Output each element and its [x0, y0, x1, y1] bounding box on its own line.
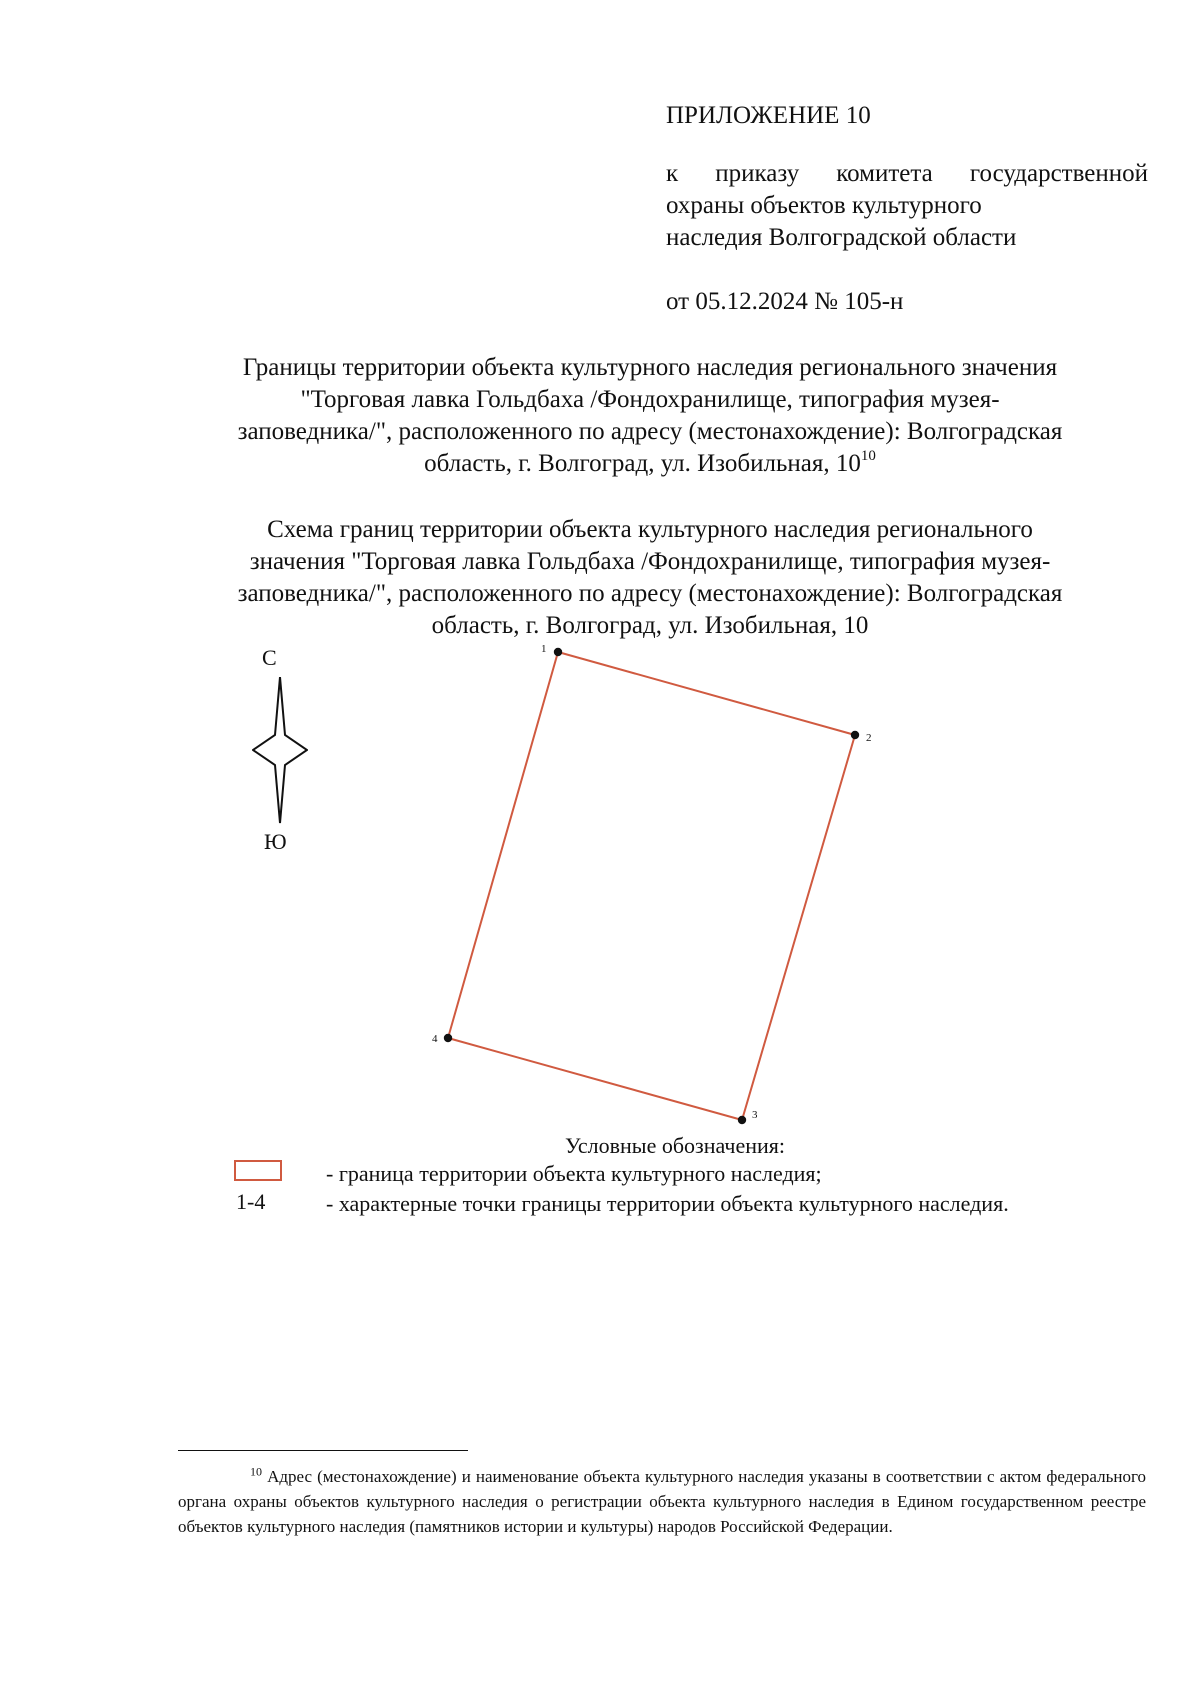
order-date: от 05.12.2024 № 105-н — [666, 288, 904, 315]
scheme-title-line-2: значения "Торговая лавка Гольдбаха /Фондохранилище, типография музея- — [249, 548, 1051, 575]
title-line-1: Границы территории объекта культурного наследия регионального значения — [242, 354, 1058, 381]
order-reference — [666, 158, 1148, 254]
point-2-marker — [851, 731, 859, 739]
title-line-4-wrap — [150, 448, 1150, 480]
legend-heading: Условные обозначения: — [564, 1133, 786, 1158]
legend-points-code: 1-4 — [236, 1189, 266, 1214]
legend-boundary-desc: - граница территории объекта культурного наследия; — [326, 1161, 822, 1186]
footnote — [178, 1464, 1146, 1539]
order-line-2: охраны объектов культурного — [666, 192, 982, 219]
compass-south-label: Ю — [264, 829, 287, 854]
compass-north-label: С — [262, 645, 277, 670]
order-line-3: наследия Волгоградской области — [666, 224, 1017, 251]
point-4-label: 4 — [432, 1033, 438, 1045]
title-line-3: заповедника/", расположенного по адресу (местонахождение): Волгоградская — [237, 418, 1063, 445]
footnote-body — [178, 1464, 1146, 1539]
appendix-title: ПРИЛОЖЕНИЕ 10 — [666, 102, 871, 129]
footnote-reference[interactable]: 10 — [860, 447, 876, 464]
document-title — [150, 352, 1150, 480]
title-line-4: область, г. Волгоград, ул. Изобильная, 10 — [424, 450, 861, 477]
scheme-title-line-1: Схема границ территории объекта культурного наследия регионального — [267, 516, 1033, 543]
scheme-title-line-3: заповедника/", расположенного по адресу (местонахождение): Волгоградская — [237, 580, 1063, 607]
legend-points-desc: - характерные точки границы территории объекта культурного наследия. — [326, 1191, 1009, 1216]
point-3-label: 3 — [752, 1109, 758, 1121]
north-arrow-icon — [252, 677, 308, 825]
point-1-label: 1 — [541, 643, 547, 655]
boundary-scheme — [420, 640, 880, 1130]
boundary-polygon — [448, 652, 855, 1120]
footnote-text: Адрес (местонахождение) и наименование объекта культурного наследия указаны в соответствии с актом федерального органа охраны объектов культурного наследия о регистрации объекта культурного наследия в Едином государственном реестре объектов культурного наследия (памятников истории и культуры) народов Российской Федерации. — [178, 1467, 1147, 1536]
footnote-mark: 10 — [250, 1464, 262, 1479]
legend-boundary-swatch — [234, 1160, 282, 1181]
order-line-1: к приказу комитета государственной — [666, 160, 1148, 187]
title-line-2: "Торговая лавка Гольдбаха /Фондохранилище, типография музея- — [300, 386, 1000, 413]
scheme-title — [150, 514, 1150, 642]
footnote-separator — [178, 1450, 468, 1451]
scheme-title-line-4: область, г. Волгоград, ул. Изобильная, 10 — [431, 612, 869, 639]
point-4-marker — [444, 1034, 452, 1042]
point-2-label: 2 — [866, 732, 872, 744]
point-1-marker — [554, 648, 562, 656]
point-3-marker — [738, 1116, 746, 1124]
